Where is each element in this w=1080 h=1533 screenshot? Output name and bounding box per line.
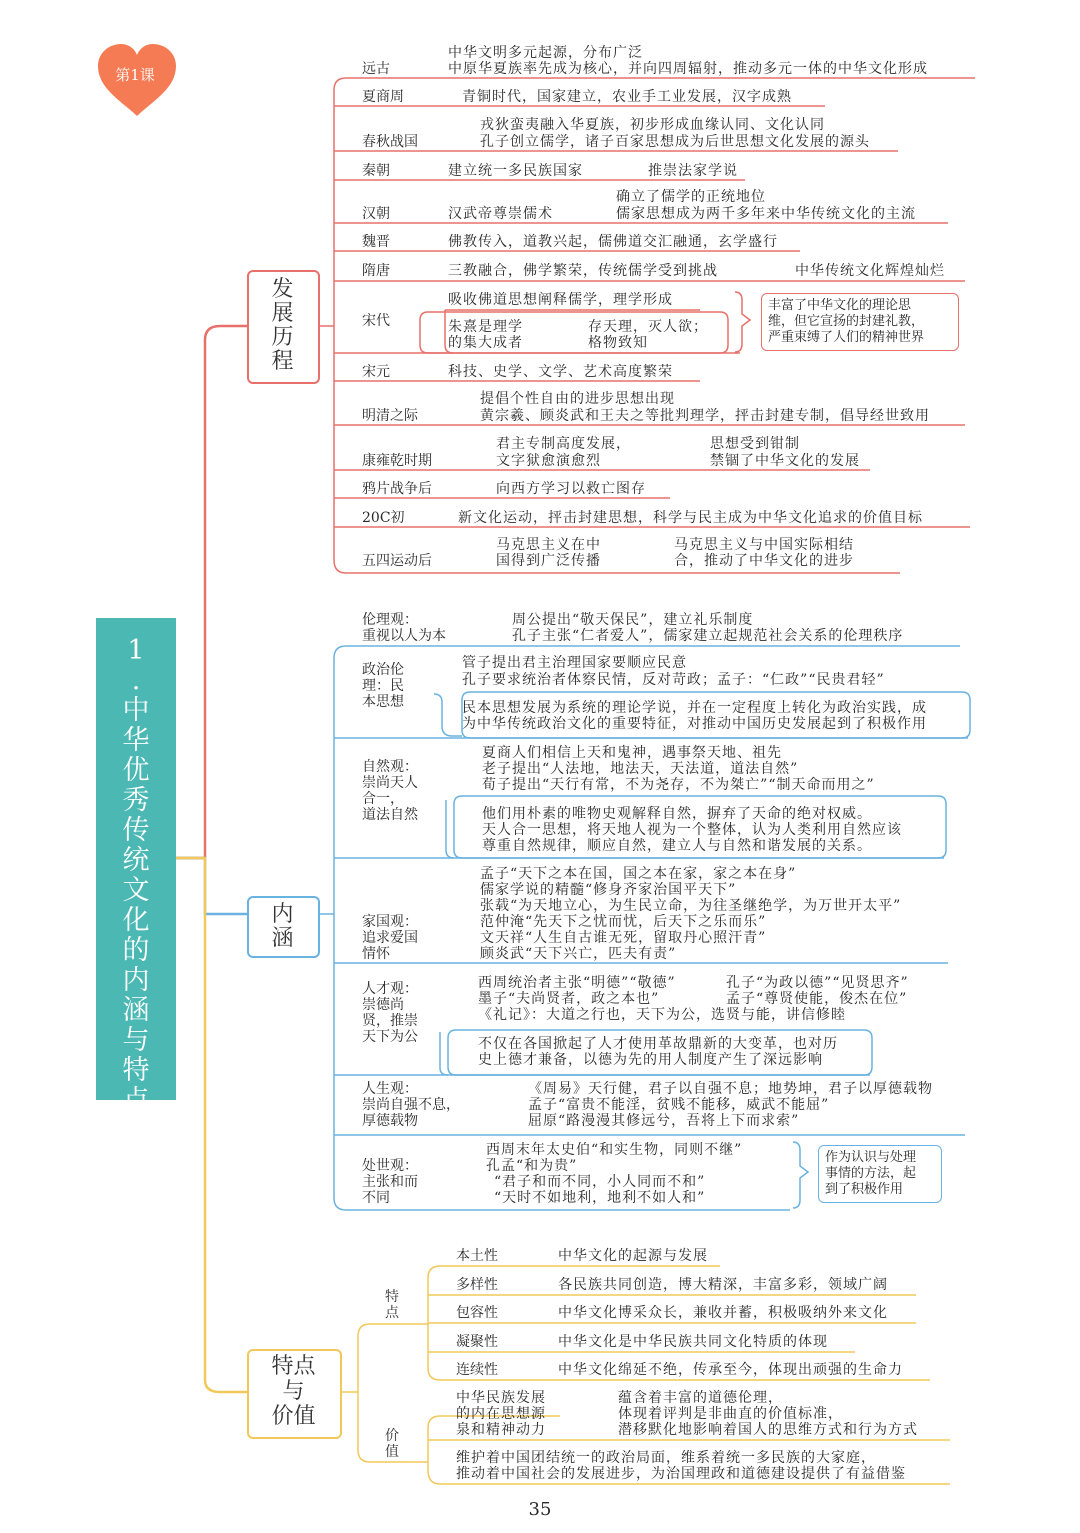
era-text: 儒家思想成为两千多年来中华传统文化的主流 [616,206,916,222]
view-text: “君子和而不同，小人同而不和” [494,1174,706,1190]
view-label: 伦理观： [362,612,418,628]
view-text: 张载“为天地立心，为生民立命，为往圣继绝学，为万世开太平” [480,898,902,914]
view-text: 孟子“富贵不能淫，贫贱不能移，威武不能屈” [528,1097,830,1113]
view-text: 老子提出“人法地，地法天，天法道，道法自然” [482,761,799,777]
trunk-lines [176,326,247,1392]
era-text: 三教融合，佛学繁荣，传统儒学受到挑战 [448,263,718,279]
value-ethics: 蕴含着丰富的道德伦理， [618,1390,783,1406]
view-text: 屈原“路漫漫其修远兮，吾将上下而求索” [528,1113,800,1129]
era-text: 科技、史学、文学、艺术高度繁荣 [448,364,673,380]
era-label: 春秋战国 [362,134,418,150]
era-label: 宋元 [362,364,390,380]
view-label: 天下为公 [362,1029,418,1045]
view-text: 西周统治者主张“明德”“敬德” [478,975,676,991]
era-text: 格物致知 [588,335,648,351]
era-label: 隋唐 [362,263,390,279]
era-text: 国得到广泛传播 [496,553,601,569]
view-text: 孔子要求统治者体察民情，反对苛政；孟子：“仁政”“民贵君轻” [462,672,885,688]
value-ethics: 体现着评判是非曲直的价值标准， [618,1406,843,1422]
connotation-label: 内 涵 [271,902,294,951]
era-text: 推崇法家学说 [648,163,738,179]
era-label: 宋代 [362,313,390,329]
view-text: 西周末年太史伯“和实生物，同则不继” [486,1142,743,1158]
era-label: 20C初 [362,510,405,526]
era-text: 合，推动了中华文化的进步 [674,553,854,569]
view-label: 追求爱国 [362,930,418,946]
view-text: 文天祥“人生自古谁无死，留取丹心照汗青” [480,930,767,946]
view-text: 墨子“夫尚贤者，政之本也” [478,991,660,1007]
era-text: 的集大成者 [448,335,523,351]
view-label: 人才观： [362,981,418,997]
view-text: 周公提出“敬天保民”，建立礼乐制度 [512,612,754,628]
value-source: 的内在思想源 [456,1406,546,1422]
trait-desc: 各民族共同创造，博大精深，丰富多彩，领域广阔 [558,1277,888,1293]
value-source: 泉和精神动力 [456,1422,546,1438]
era-label: 明清之际 [362,408,418,424]
view-label: 贤，推崇 [362,1013,418,1029]
era-text: 禁锢了中华文化的发展 [710,453,860,469]
development-label: 发 展 历 程 [271,277,294,374]
era-label: 汉朝 [362,206,390,222]
view-text: 孔子主张“仁者爱人”，儒家建立起规范社会关系的伦理秩序 [512,628,904,644]
era-text: 建立统一多民族国家 [448,163,583,179]
era-text: 汉武帝尊崇儒术 [448,206,553,222]
era-label: 夏商周 [362,89,404,105]
view-text: 《礼记》：大道之行也，天下为公，选贤与能，讲信修睦 [478,1007,846,1023]
trait-desc: 中华文化是中华民族共同文化特质的体现 [558,1334,828,1350]
view-label: 重视以人为本 [362,628,446,644]
trait-name: 包容性 [456,1305,498,1321]
view-label: 崇德尚 [362,997,404,1013]
traits-label: 特 点 [385,1289,399,1321]
era-text: 中原华夏族率先成为核心，并向四周辐射，推动多元一体的中华文化形成 [448,61,928,77]
view-label: 合一， [362,791,404,807]
view-text: 史上德才兼备，以德为先的用人制度产生了深远影响 [478,1052,823,1068]
trait-desc: 中华文化绵延不绝，传承至今，体现出顽强的生命力 [558,1362,903,1378]
era-text: 孔子创立儒学，诸子百家思想成为后世思想文化发展的源头 [480,134,870,150]
trait-name: 本土性 [456,1248,498,1264]
view-label: 本思想 [362,694,404,710]
value-unity: 推动着中国社会的发展进步，为治国理政和道德建设提供了有益借鉴 [456,1466,906,1482]
era-text: 黄宗羲、顾炎武和王夫之等批判理学，抨击封建专制，倡导经世致用 [480,408,930,424]
view-label: 道法自然 [362,807,418,823]
view-label: 厚德载物 [362,1113,418,1129]
view-text: 孔子“为政以德”“见贤思齐” [726,975,909,991]
view-label: 家国观： [362,914,418,930]
view-label: 崇尚天人 [362,775,418,791]
view-label: 不同 [362,1190,390,1206]
view-text: 不仅在各国掀起了人才使用革故鼎新的大变革，也对历 [478,1036,838,1052]
era-text: 提倡个性自由的进步思想出现 [480,391,675,407]
view-label: 理：民 [362,678,404,694]
view-text: 他们用朴素的唯物史观解释自然，摒弃了天命的绝对权威。 [482,806,872,822]
era-text: 戎狄蛮夷融入华夏族，初步形成血缘认同、文化认同 [480,117,825,133]
era-text: 向西方学习以救亡图存 [496,481,646,497]
era-text: 青铜时代，国家建立，农业手工业发展，汉字成熟 [462,89,792,105]
value-unity: 维护着中国团结统一的政治局面，维系着统一多民族的大家庭， [456,1450,876,1466]
era-text: 中华传统文化辉煌灿烂 [795,263,945,279]
view-text: 范仲淹“先天下之忧而忧，后天下之乐而乐” [480,914,767,930]
era-label: 秦朝 [362,163,390,179]
era-text: 存天理，灭人欲； [588,319,708,335]
view-text: 管子提出君主治理国家要顺应民意 [462,655,687,671]
view-label: 情怀 [362,946,390,962]
era-label: 鸦片战争后 [362,481,432,497]
era-text: 马克思主义在中 [496,537,601,553]
trait-desc: 中华文化博采众长，兼收并蓄，积极吸纳外来文化 [558,1305,888,1321]
era-text: 吸收佛道思想阐释儒学，理学形成 [448,292,673,308]
view-text: 《周易》天行健，君子以自强不息；地势坤，君子以厚德载物 [528,1081,933,1097]
view-text: 孔孟“和为贵” [486,1158,578,1174]
view-label: 政治伦 [362,662,404,678]
view-text: 荀子提出“天行有常，不为尧存，不为桀亡”“制天命而用之” [482,777,875,793]
trait-name: 多样性 [456,1277,498,1293]
view-label: 处世观： [362,1158,418,1174]
trait-desc: 中华文化的起源与发展 [558,1248,708,1264]
era-text: 文字狱愈演愈烈 [496,453,601,469]
trait-name: 连续性 [456,1362,498,1378]
value-source: 中华民族发展 [456,1390,546,1406]
view-text: 孟子“天下之本在国，国之本在家，家之本在身” [480,866,797,882]
view-label: 主张和而 [362,1174,418,1190]
era-text: 确立了儒学的正统地位 [616,189,766,205]
view-text: 孟子“尊贤使能，俊杰在位” [726,991,908,1007]
view-text: 为中华传统政治文化的重要特征，对推动中国历史发展起到了积极作用 [462,716,927,732]
view-text: 儒家学说的精髓“修身齐家治国平天下” [480,882,737,898]
era-label: 远古 [362,61,390,77]
view-text: 民本思想发展为系统的理论学说，并在一定程度上转化为政治实践，成 [462,700,927,716]
era-text: 佛教传入，道教兴起，儒佛道交汇融通，玄学盛行 [448,234,778,250]
view-text: 天人合一思想，将天地人视为一个整体，认为人类利用自然应该 [482,822,902,838]
value-label: 价 值 [385,1428,399,1460]
era-text: 中华文明多元起源，分布广泛 [448,45,643,61]
era-label: 魏晋 [362,234,390,250]
view-text: 尊重自然规律，顺应自然，建立人与自然和谐发展的关系。 [482,838,872,854]
era-text: 朱熹是理学 [448,319,523,335]
features-label: 特点 与 价值 [271,1354,316,1429]
value-ethics: 潜移默化地影响着国人的思维方式和行为方式 [618,1422,918,1438]
view-text: 顾炎武“天下兴亡，匹夫有责” [480,946,677,962]
era-label: 康雍乾时期 [362,453,432,469]
view-text: “天时不如地利，地利不如人和” [494,1190,706,1206]
era-text: 马克思主义与中国实际相结 [674,537,854,553]
lesson-badge: 第1课 [115,66,155,84]
view-label: 人生观： [362,1081,418,1097]
view-label: 崇尚自强不息， [362,1097,460,1113]
view-label: 自然观： [362,759,418,775]
song-dynasty-note: 丰富了中华文化的理论思 维，但它宣扬的封建礼教， 严重束缚了人们的精神世界 [761,293,959,351]
era-text: 新文化运动，抨击封建思想，科学与民主成为中华文化追求的价值目标 [458,510,923,526]
page-number: 35 [528,1499,552,1520]
harmony-note: 作为认识与处理 事情的方法，起 到了积极作用 [818,1145,942,1203]
view-text: 夏商人们相信上天和鬼神，遇事祭天地、祖先 [482,745,782,761]
era-text: 君主专制高度发展， [496,436,631,452]
era-text: 思想受到钳制 [710,436,800,452]
main-title: 1 . 中 华 优 秀 传 统 文 化 的 内 涵 与 特 点 [122,635,150,1116]
trait-name: 凝聚性 [456,1334,498,1350]
era-label: 五四运动后 [362,553,432,569]
